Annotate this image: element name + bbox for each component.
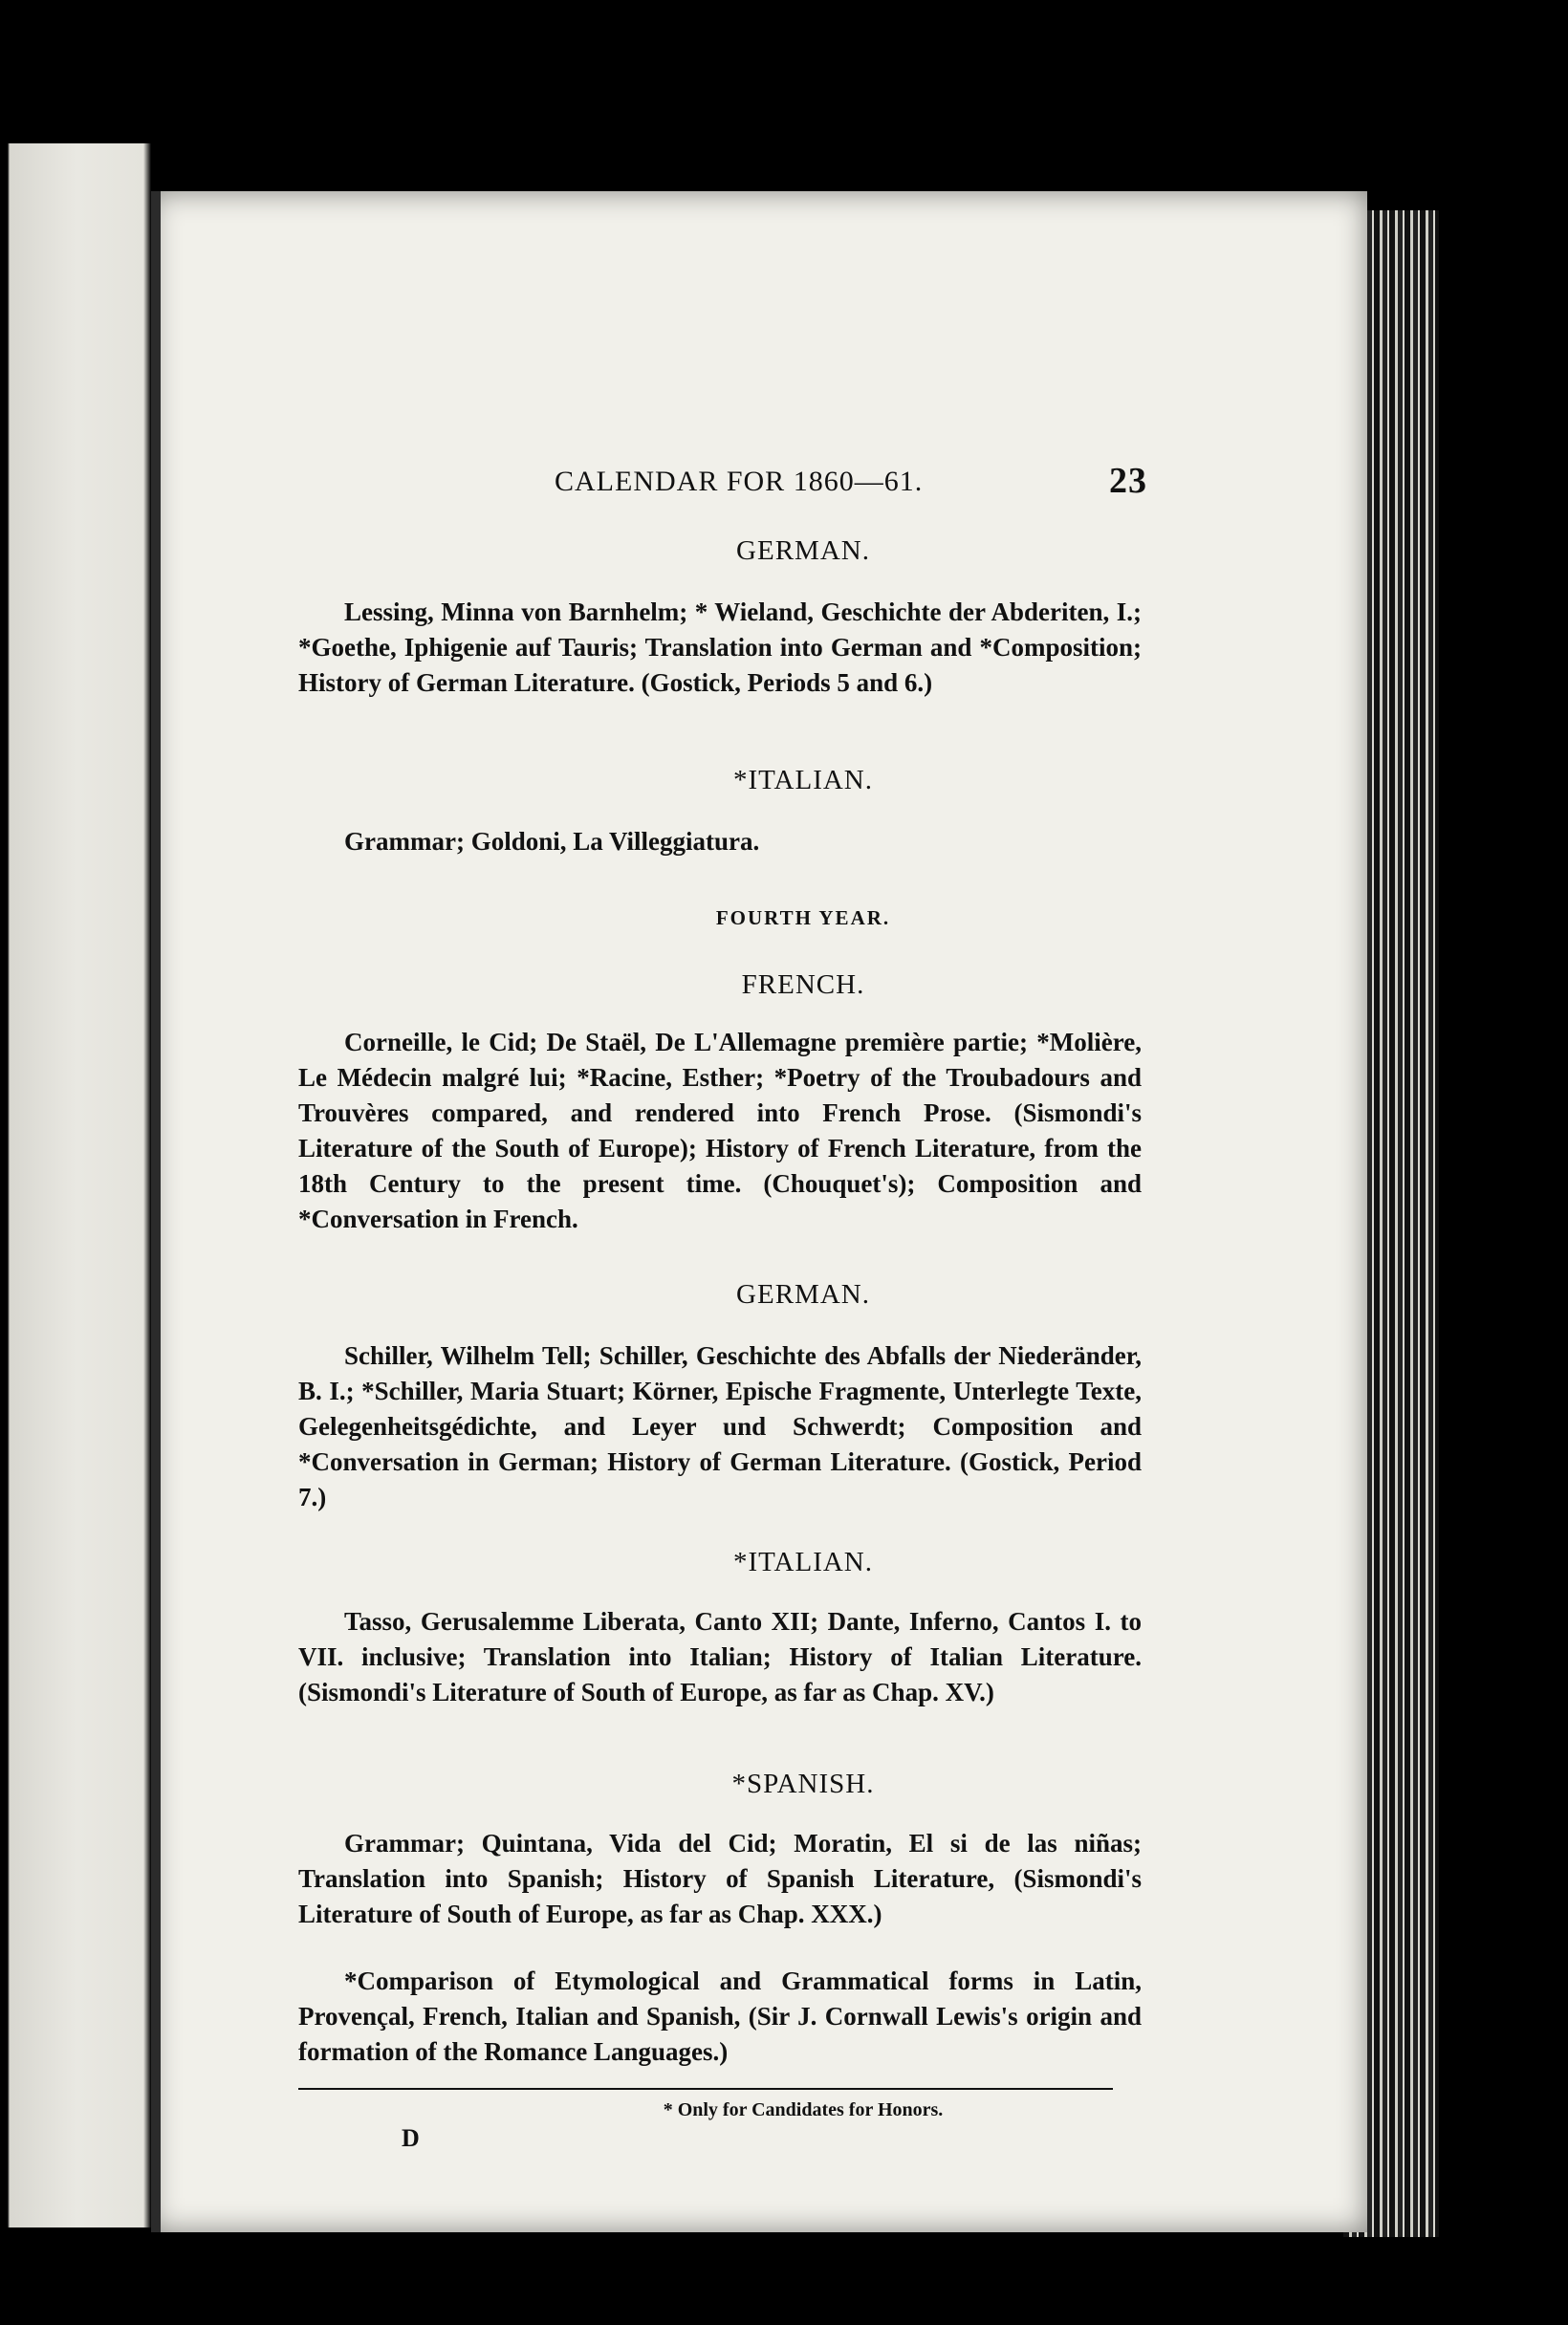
running-header [555,461,1147,508]
section-heading-german-3: GERMAN. [736,535,870,566]
section-text-italian-4: Tasso, Gerusalemme Liberata, Canto XII; Dante, Inferno, Cantos I. to VII. inclusive; Translation into Italian; History of Italian Literature. (Sismondi's Literature of South of Europe, as far as Chap. XV.) [298,1607,1142,1706]
section-heading-italian-3: *ITALIAN. [733,765,873,795]
footnote-rule [298,2088,1113,2090]
section-text-french: Corneille, le Cid; De Staël, De L'Allemagne première partie; *Molière, Le Médecin malgré lui; *Racine, Esther; *Poetry of the Troubadours and Trouvères compared, and rendered into French Prose. (Sismondi's Literature of the South of Europe); History of French Literature, from the 18th Century to the present time. (Chouquet's); Composition and *Conversation in French. [298,1028,1142,1233]
section-text-italian-3: Grammar; Goldoni, La Villeggiatura. [344,827,760,856]
year-subheading: FOURTH YEAR. [715,906,891,929]
section-text-german-4: Schiller, Wilhelm Tell; Schiller, Geschichte des Abfalls der Niederänder, B. I.; *Schiller, Maria Stuart; Körner, Epische Fragmente, Unterlegte Texte, Gelegenheitsgédichte, and Leyer und Schwerdt; Composition and *Conversation in German; History of German Literature. (Gostick, Period 7.) [298,1341,1142,1511]
footnote: * Only for Candidates for Honors. [663,2099,944,2120]
section-heading-french: FRENCH. [741,969,865,1000]
page-number: 23 [1109,461,1147,501]
running-title: CALENDAR FOR 1860—61. [555,466,924,497]
section-text-german-3: Lessing, Minna von Barnhelm; * Wieland, Geschichte der Abderiten, I.; *Goethe, Iphigenie auf Tauris; Translation into German and *Composition; History of German Literature. (Gostick, Periods 5 and 6.) [298,598,1142,697]
section-heading-spanish: *SPANISH. [731,1769,875,1799]
comparison-paragraph: *Comparison of Etymological and Grammatical forms in Latin, Provençal, French, Italian and Spanish, (Sir J. Cornwall Lewis's origin and formation of the Romance Languages.) [298,1966,1142,2066]
section-heading-italian-4: *ITALIAN. [733,1547,873,1577]
section-text-spanish: Grammar; Quintana, Vida del Cid; Moratin, El si de las niñas; Translation into Spanish; History of Spanish Literature, (Sismondi's Literature of South of Europe, as far as Chap. XXX.) [298,1829,1142,1928]
section-heading-german-4: GERMAN. [736,1279,870,1310]
signature-mark: D [402,2124,420,2152]
